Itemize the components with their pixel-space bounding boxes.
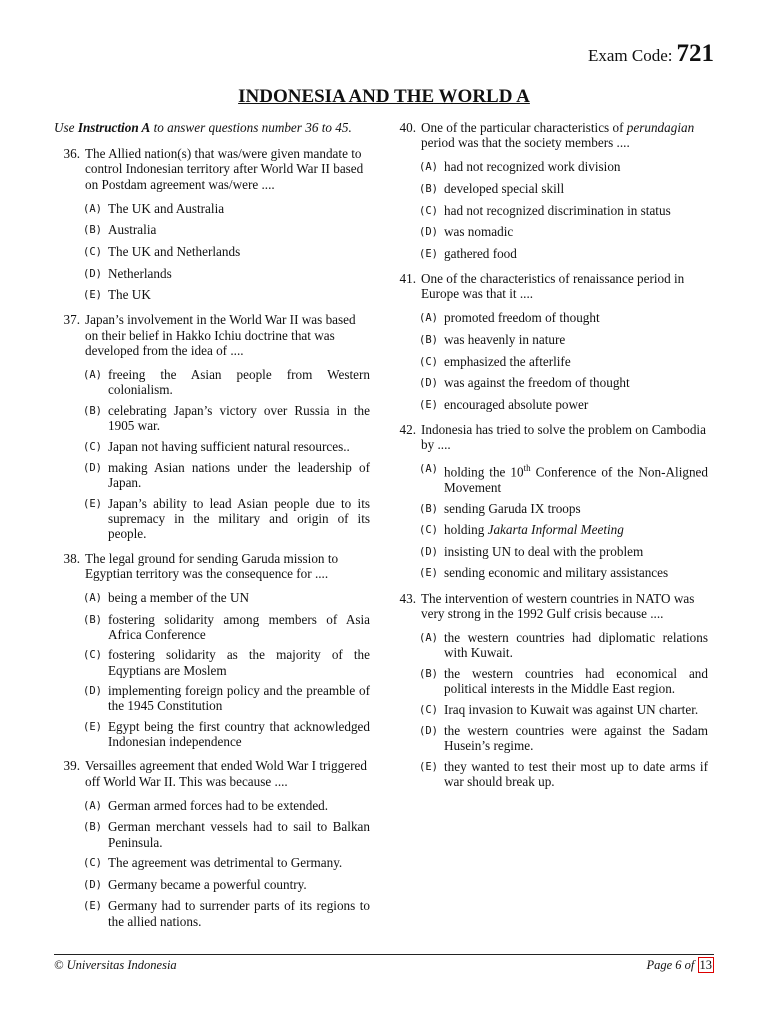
option: (A) holding the 10th Conference of the Non-Aligned Movement bbox=[419, 463, 708, 495]
footer-page-number: Page 6 of 13 bbox=[646, 958, 712, 972]
option: (D) Germany became a powerful country. bbox=[83, 876, 307, 892]
option: (B) fostering solidarity among members of Asia Africa Conference bbox=[83, 611, 370, 642]
options-43 bbox=[419, 630, 708, 789]
option: (C) fostering solidarity as the majority of the Eqyptians are Moslem bbox=[83, 647, 370, 678]
exam-code-number: 721 bbox=[676, 40, 714, 67]
options-39 bbox=[83, 798, 370, 929]
option: (C) emphasized the afterlife bbox=[419, 353, 571, 369]
option: (D) implementing foreign policy and the preamble of the 1945 Constitution bbox=[83, 683, 370, 714]
option: (C) The agreement was detrimental to Germany. bbox=[83, 855, 343, 871]
option: (A) The UK and Australia bbox=[83, 200, 225, 216]
option: (B) was heavenly in nature bbox=[419, 331, 566, 347]
option: (B) developed special skill bbox=[419, 181, 565, 196]
question-38: 38. The legal ground for sending Garuda mission to Egyptian territory was the consequence for .... bbox=[63, 550, 339, 581]
option: (E) gathered food bbox=[419, 245, 517, 261]
option: (E) Egypt being the first country that acknowledged Indonesian independence bbox=[83, 718, 370, 750]
left-column bbox=[54, 120, 370, 938]
option: (D) was nomadic bbox=[419, 224, 514, 240]
exam-code-label: Exam Code: bbox=[587, 46, 673, 65]
question-37: 37. Japan’s involvement in the World War II was based on their belief in Hakko Ichiu doctrine that was developed from the idea of .... bbox=[63, 312, 356, 358]
footer-rule bbox=[54, 954, 714, 955]
option: (B) celebrating Japan’s victory over Russia in the 1905 war. bbox=[83, 402, 370, 433]
option: (D) the western countries were against the Sadam Husein’s regime. bbox=[419, 723, 708, 754]
options-42 bbox=[419, 461, 708, 581]
option: (B) Australia bbox=[83, 222, 157, 238]
option: (C) had not recognized discrimination in status bbox=[419, 202, 671, 218]
option: (D) making Asian nations under the leadership of Japan. bbox=[83, 460, 370, 491]
question-42: 42. Indonesia has tried to solve the problem on Cambodia by .... bbox=[399, 421, 706, 453]
question-36: 36. The Allied nation(s) that was/were given mandate to control Indonesian territory after World War II based on Postdam agreement was/were .... bbox=[63, 146, 364, 192]
option: (A) promoted freedom of thought bbox=[419, 310, 600, 326]
option: (E) they wanted to test their most up to date arms if war should break up. bbox=[419, 758, 708, 790]
option: (E) Japan’s ability to lead Asian people due to its supremacy in the military and origin of its people. bbox=[83, 495, 370, 542]
question-43: 43. The intervention of western countries in NATO was very strong in the 1992 Gulf crisis because .... bbox=[399, 590, 695, 621]
page-title: INDONESIA AND THE WORLD A bbox=[238, 86, 530, 107]
question-40: 40. One of the particular characteristics of perundagian period was that the society members .... bbox=[399, 120, 695, 151]
option: (A) freeing the Asian people from Western colonialism. bbox=[83, 367, 370, 398]
total-pages-link[interactable]: 13 bbox=[699, 958, 712, 972]
question-41: 41. One of the characteristics of renaissance period in Europe was that it .... bbox=[399, 270, 685, 302]
options-36 bbox=[83, 201, 370, 304]
option: (C) The UK and Netherlands bbox=[83, 244, 241, 259]
right-column bbox=[398, 120, 708, 798]
options-40 bbox=[419, 159, 708, 262]
option: (E) encouraged absolute power bbox=[419, 396, 589, 412]
exam-code bbox=[588, 40, 714, 68]
option: (C) holding Jakarta Informal Meeting bbox=[419, 522, 624, 538]
question-39: 39. Versailles agreement that ended Wold War I triggered off World War II. This was because .... bbox=[63, 758, 367, 789]
option: (C) Iraq invasion to Kuwait was against UN charter. bbox=[419, 701, 699, 717]
options-41 bbox=[419, 310, 708, 413]
option: (E) The UK bbox=[83, 287, 151, 303]
options-37 bbox=[83, 367, 370, 542]
option: (C) Japan not having sufficient natural resources.. bbox=[83, 438, 350, 454]
option: (E) Germany had to surrender parts of its regions to the allied nations. bbox=[83, 898, 370, 929]
option: (D) insisting UN to deal with the problem bbox=[419, 543, 644, 559]
options-38 bbox=[83, 590, 370, 749]
option: (A) German armed forces had to be extended. bbox=[83, 797, 329, 813]
option: (D) was against the freedom of thought bbox=[419, 375, 630, 391]
instruction: Use Instruction A to answer questions number 36 to 45. bbox=[54, 120, 352, 135]
option: (B) German merchant vessels had to sail to Balkan Peninsula. bbox=[83, 819, 370, 850]
option: (B) sending Garuda IX troops bbox=[419, 500, 581, 516]
option: (A) being a member of the UN bbox=[83, 590, 249, 605]
option: (A) the western countries had diplomatic relations with Kuwait. bbox=[419, 629, 708, 661]
option: (D) Netherlands bbox=[83, 265, 172, 281]
left-questions bbox=[54, 146, 370, 929]
footer-copyright: © Universitas Indonesia bbox=[54, 958, 177, 972]
option: (A) had not recognized work division bbox=[419, 159, 621, 175]
option: (B) the western countries had economical and political interests in the Middle East region. bbox=[419, 665, 708, 696]
option: (E) sending economic and military assistances bbox=[419, 565, 669, 581]
